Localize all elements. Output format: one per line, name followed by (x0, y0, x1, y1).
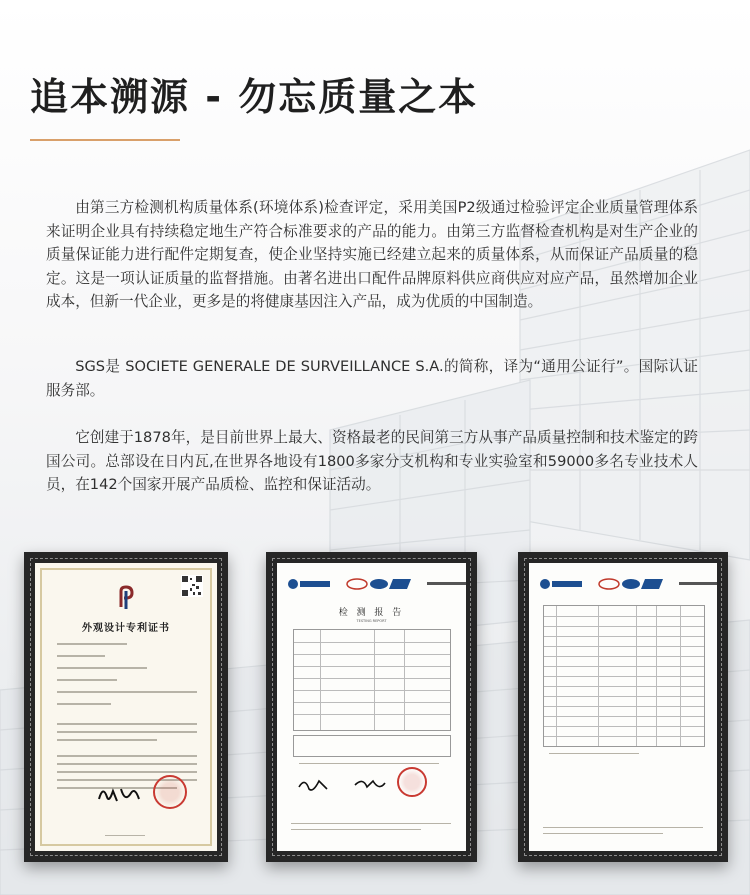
testing-results-table (543, 605, 705, 747)
patent-office-logo-icon (113, 585, 139, 611)
testing-report (277, 563, 466, 851)
patent-certificate (35, 563, 217, 851)
signature-icon (353, 775, 387, 795)
patent-certificate-frame (24, 552, 228, 862)
certification-logos-icon (287, 577, 466, 591)
patent-certificate-title: 外观设计专利证书 (82, 623, 170, 634)
history-paragraph: 它创建于1878年，是目前世界上最大、资格最老的民间第三方从事产品质量控制和技术鉴定的跨国公司。总部设在日内瓦,在世界各地设有1800多家分支机构和专业实验室和59000多名专业技术人员，在142个国家开展产品质检、监控和保证活动。 (46, 429, 698, 494)
testing-report-title: 检 测 报 告 (338, 608, 405, 618)
signature-icon (95, 781, 145, 807)
official-seal-icon (153, 775, 187, 809)
testing-report-subtitle: TESTING REPORT (356, 619, 387, 623)
certification-logos-icon (539, 577, 717, 591)
page-title: 追本溯源 - 勿忘质量之本 (30, 75, 479, 119)
qr-code-icon (181, 575, 203, 597)
testing-results-frame (518, 552, 728, 862)
official-seal-icon (397, 767, 427, 797)
testing-report-table (293, 629, 451, 731)
intro-paragraph: 由第三方检测机构质量体系(环境体系)检查评定，采用美国P2级通过检验评定企业质量管理体系来证明企业具有持续稳定地生产符合标准要求的产品的能力。由第三方监督检查机构是对生产企业的质量保证能力进行配件定期复查，使企业坚持实施已经建立起来的质量体系，从而保证产品质量的稳定。这是一项认证质量的监督措施。由著名进出口配件品牌原料供应商供应对应产品，虽然增加企业成本，但新一代企业，更多是的将健康基因注入产品，成为优质的中国制造。 (46, 199, 698, 311)
signature-icon (297, 775, 337, 795)
title-underline (30, 139, 180, 141)
sgs-paragraph: SGS是 SOCIETE GENERALE DE SURVEILLANCE S.A.的简称，译为“通用公证行”。国际认证服务部。 (46, 358, 698, 399)
testing-report-frame (266, 552, 477, 862)
testing-results-page (529, 563, 717, 851)
testing-conclusion-box (293, 735, 451, 757)
